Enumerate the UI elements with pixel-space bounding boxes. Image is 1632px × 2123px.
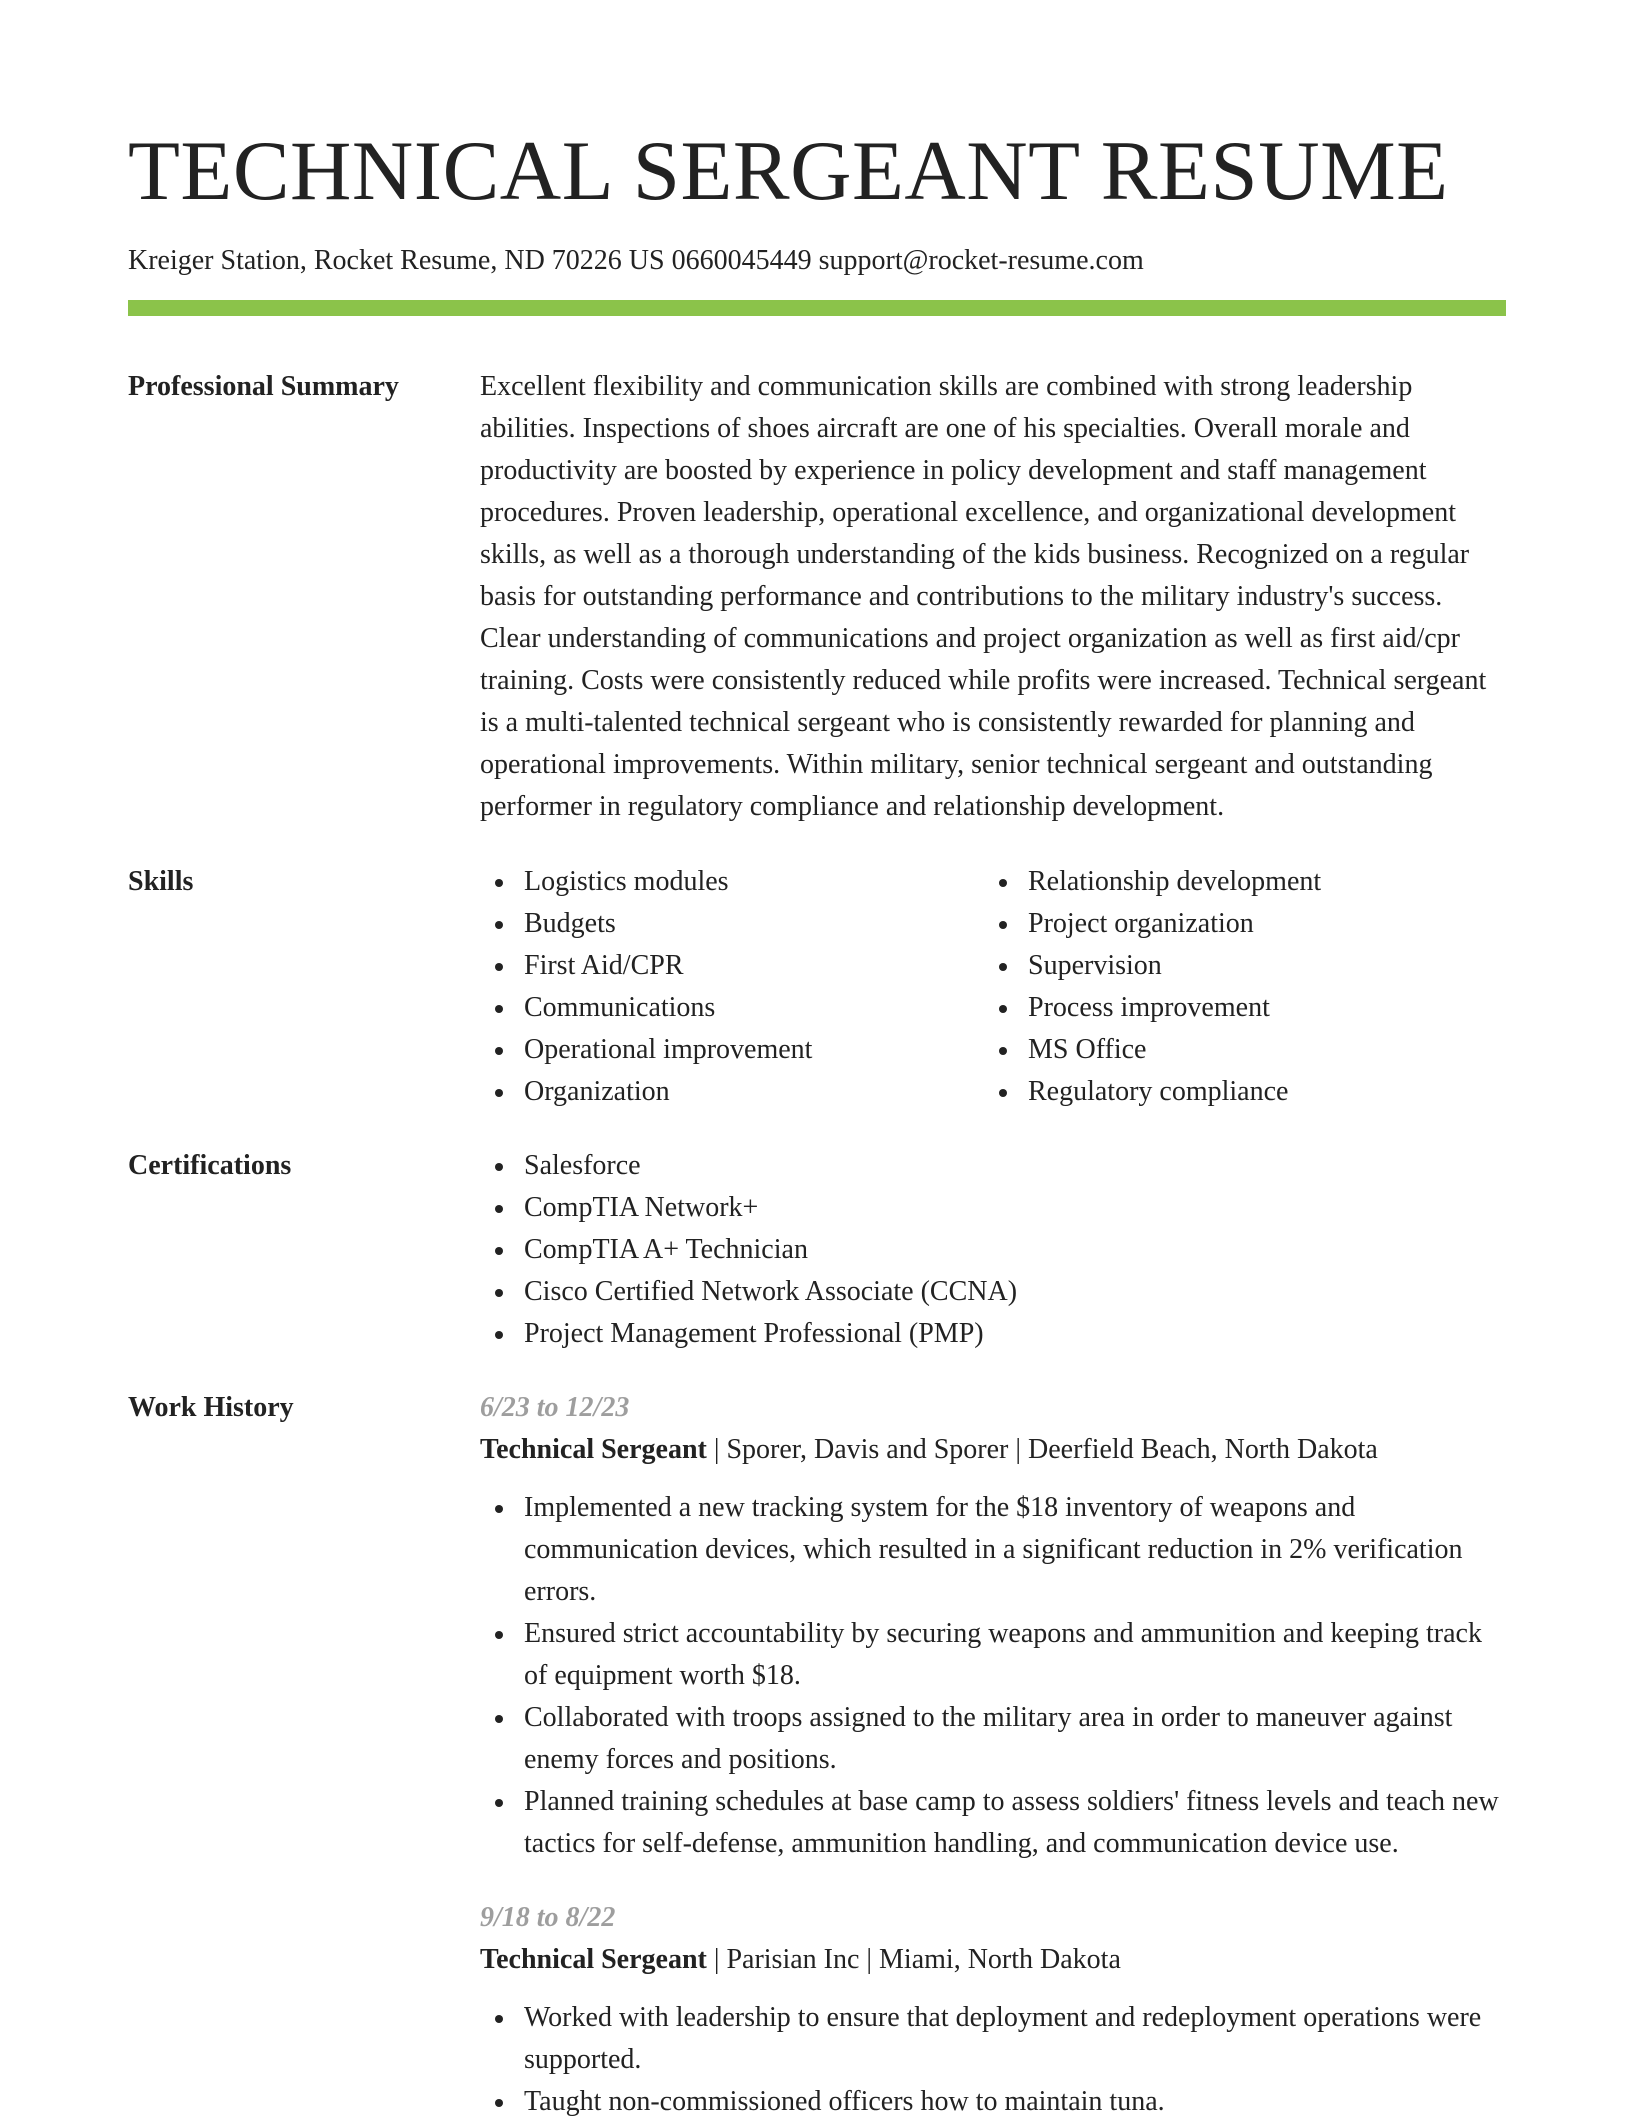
job-company: Parisian Inc: [726, 1944, 860, 1975]
job-duty: Ensured strict accountability by securing weapons and ammunition and keeping track of equipment worth $18.: [524, 1613, 1506, 1697]
header-divider: [128, 300, 1506, 316]
resume-title: TECHNICAL SERGEANT RESUME: [128, 124, 1449, 218]
job-location: Miami, North Dakota: [879, 1944, 1121, 1975]
certifications-label: Certifications: [128, 1150, 292, 1181]
job-title: Technical Sergeant: [480, 1434, 707, 1465]
work-history-label: Work History: [128, 1392, 294, 1423]
certification-item: Salesforce: [524, 1145, 1506, 1187]
job-company: Sporer, Davis and Sporer: [726, 1434, 1009, 1465]
skill-item: Communications: [524, 987, 984, 1029]
job-duty: Implemented a new tracking system for the $18 inventory of weapons and communication devices, which resulted in a significant reduction in 2% verification errors.: [524, 1487, 1506, 1613]
skill-item: Relationship development: [1028, 861, 1488, 903]
skills-label: Skills: [128, 866, 194, 897]
skills-list-left: [480, 861, 984, 1113]
certification-item: CompTIA Network+: [524, 1187, 1506, 1229]
skill-item: Budgets: [524, 903, 984, 945]
job-separator: |: [859, 1944, 880, 1975]
skills-section: [128, 861, 1506, 1113]
job-location: Deerfield Beach, North Dakota: [1028, 1434, 1378, 1465]
skill-item: Regulatory compliance: [1028, 1071, 1488, 1113]
job-heading: [480, 1429, 1506, 1471]
job-dates: 9/18 to 8/22: [480, 1902, 616, 1933]
summary-section: [128, 366, 1506, 828]
job-entry: [480, 1387, 1506, 1865]
job-duty: Taught non-commissioned officers how to maintain tuna.: [524, 2081, 1506, 2123]
job-duties: [480, 1997, 1506, 2123]
job-heading: [480, 1939, 1506, 1981]
job-separator: |: [706, 1944, 727, 1975]
skill-item: First Aid/CPR: [524, 945, 984, 987]
skills-list-right: [984, 861, 1488, 1113]
job-duty: Worked with leadership to ensure that deployment and redeployment operations were supported.: [524, 1997, 1506, 2081]
job-dates: 6/23 to 12/23: [480, 1392, 630, 1423]
job-duties: [480, 1487, 1506, 1865]
skill-item: MS Office: [1028, 1029, 1488, 1071]
skill-item: Operational improvement: [524, 1029, 984, 1071]
certification-item: Cisco Certified Network Associate (CCNA): [524, 1271, 1506, 1313]
work-history-section: [128, 1387, 1506, 2123]
resume-page: [128, 0, 1506, 2123]
job-entry: [480, 1897, 1506, 2123]
job-title: Technical Sergeant: [480, 1944, 707, 1975]
job-duty: Collaborated with troops assigned to the military area in order to maneuver against enemy forces and positions.: [524, 1697, 1506, 1781]
certifications-list: [480, 1145, 1506, 1355]
summary-text: Excellent flexibility and communication skills are combined with strong leadership abilities. Inspections of shoes aircraft are one of his specialties. Overall morale and productivity are boosted by experience in policy development and staff management procedures. Proven leadership, operational excellence, and organizational development skills, as well as a thorough understanding of the kids business. Recognized on a regular basis for outstanding performance and contributions to the military industry's success. Clear understanding of communications and project organization as well as first aid/cpr training. Costs were consistently reduced while profits were increased. Technical sergeant is a multi-talented technical sergeant who is consistently rewarded for planning and operational improvements. Within military, senior technical sergeant and outstanding performer in regulatory compliance and relationship development.: [480, 371, 1487, 822]
certifications-section: [128, 1145, 1506, 1355]
job-duty: Planned training schedules at base camp to assess soldiers' fitness levels and teach new tactics for self-defense, ammunition handling, and communication device use.: [524, 1781, 1506, 1865]
certification-item: CompTIA A+ Technician: [524, 1229, 1506, 1271]
job-separator: |: [1008, 1434, 1028, 1465]
contact-line: Kreiger Station, Rocket Resume, ND 70226 US 0660045449 support@rocket-resume.com: [128, 245, 1144, 276]
skill-item: Logistics modules: [524, 861, 984, 903]
skill-item: Process improvement: [1028, 987, 1488, 1029]
skill-item: Supervision: [1028, 945, 1488, 987]
certification-item: Project Management Professional (PMP): [524, 1313, 1506, 1355]
job-separator: |: [706, 1434, 727, 1465]
skill-item: Project organization: [1028, 903, 1488, 945]
summary-label: Professional Summary: [128, 371, 399, 402]
skill-item: Organization: [524, 1071, 984, 1113]
